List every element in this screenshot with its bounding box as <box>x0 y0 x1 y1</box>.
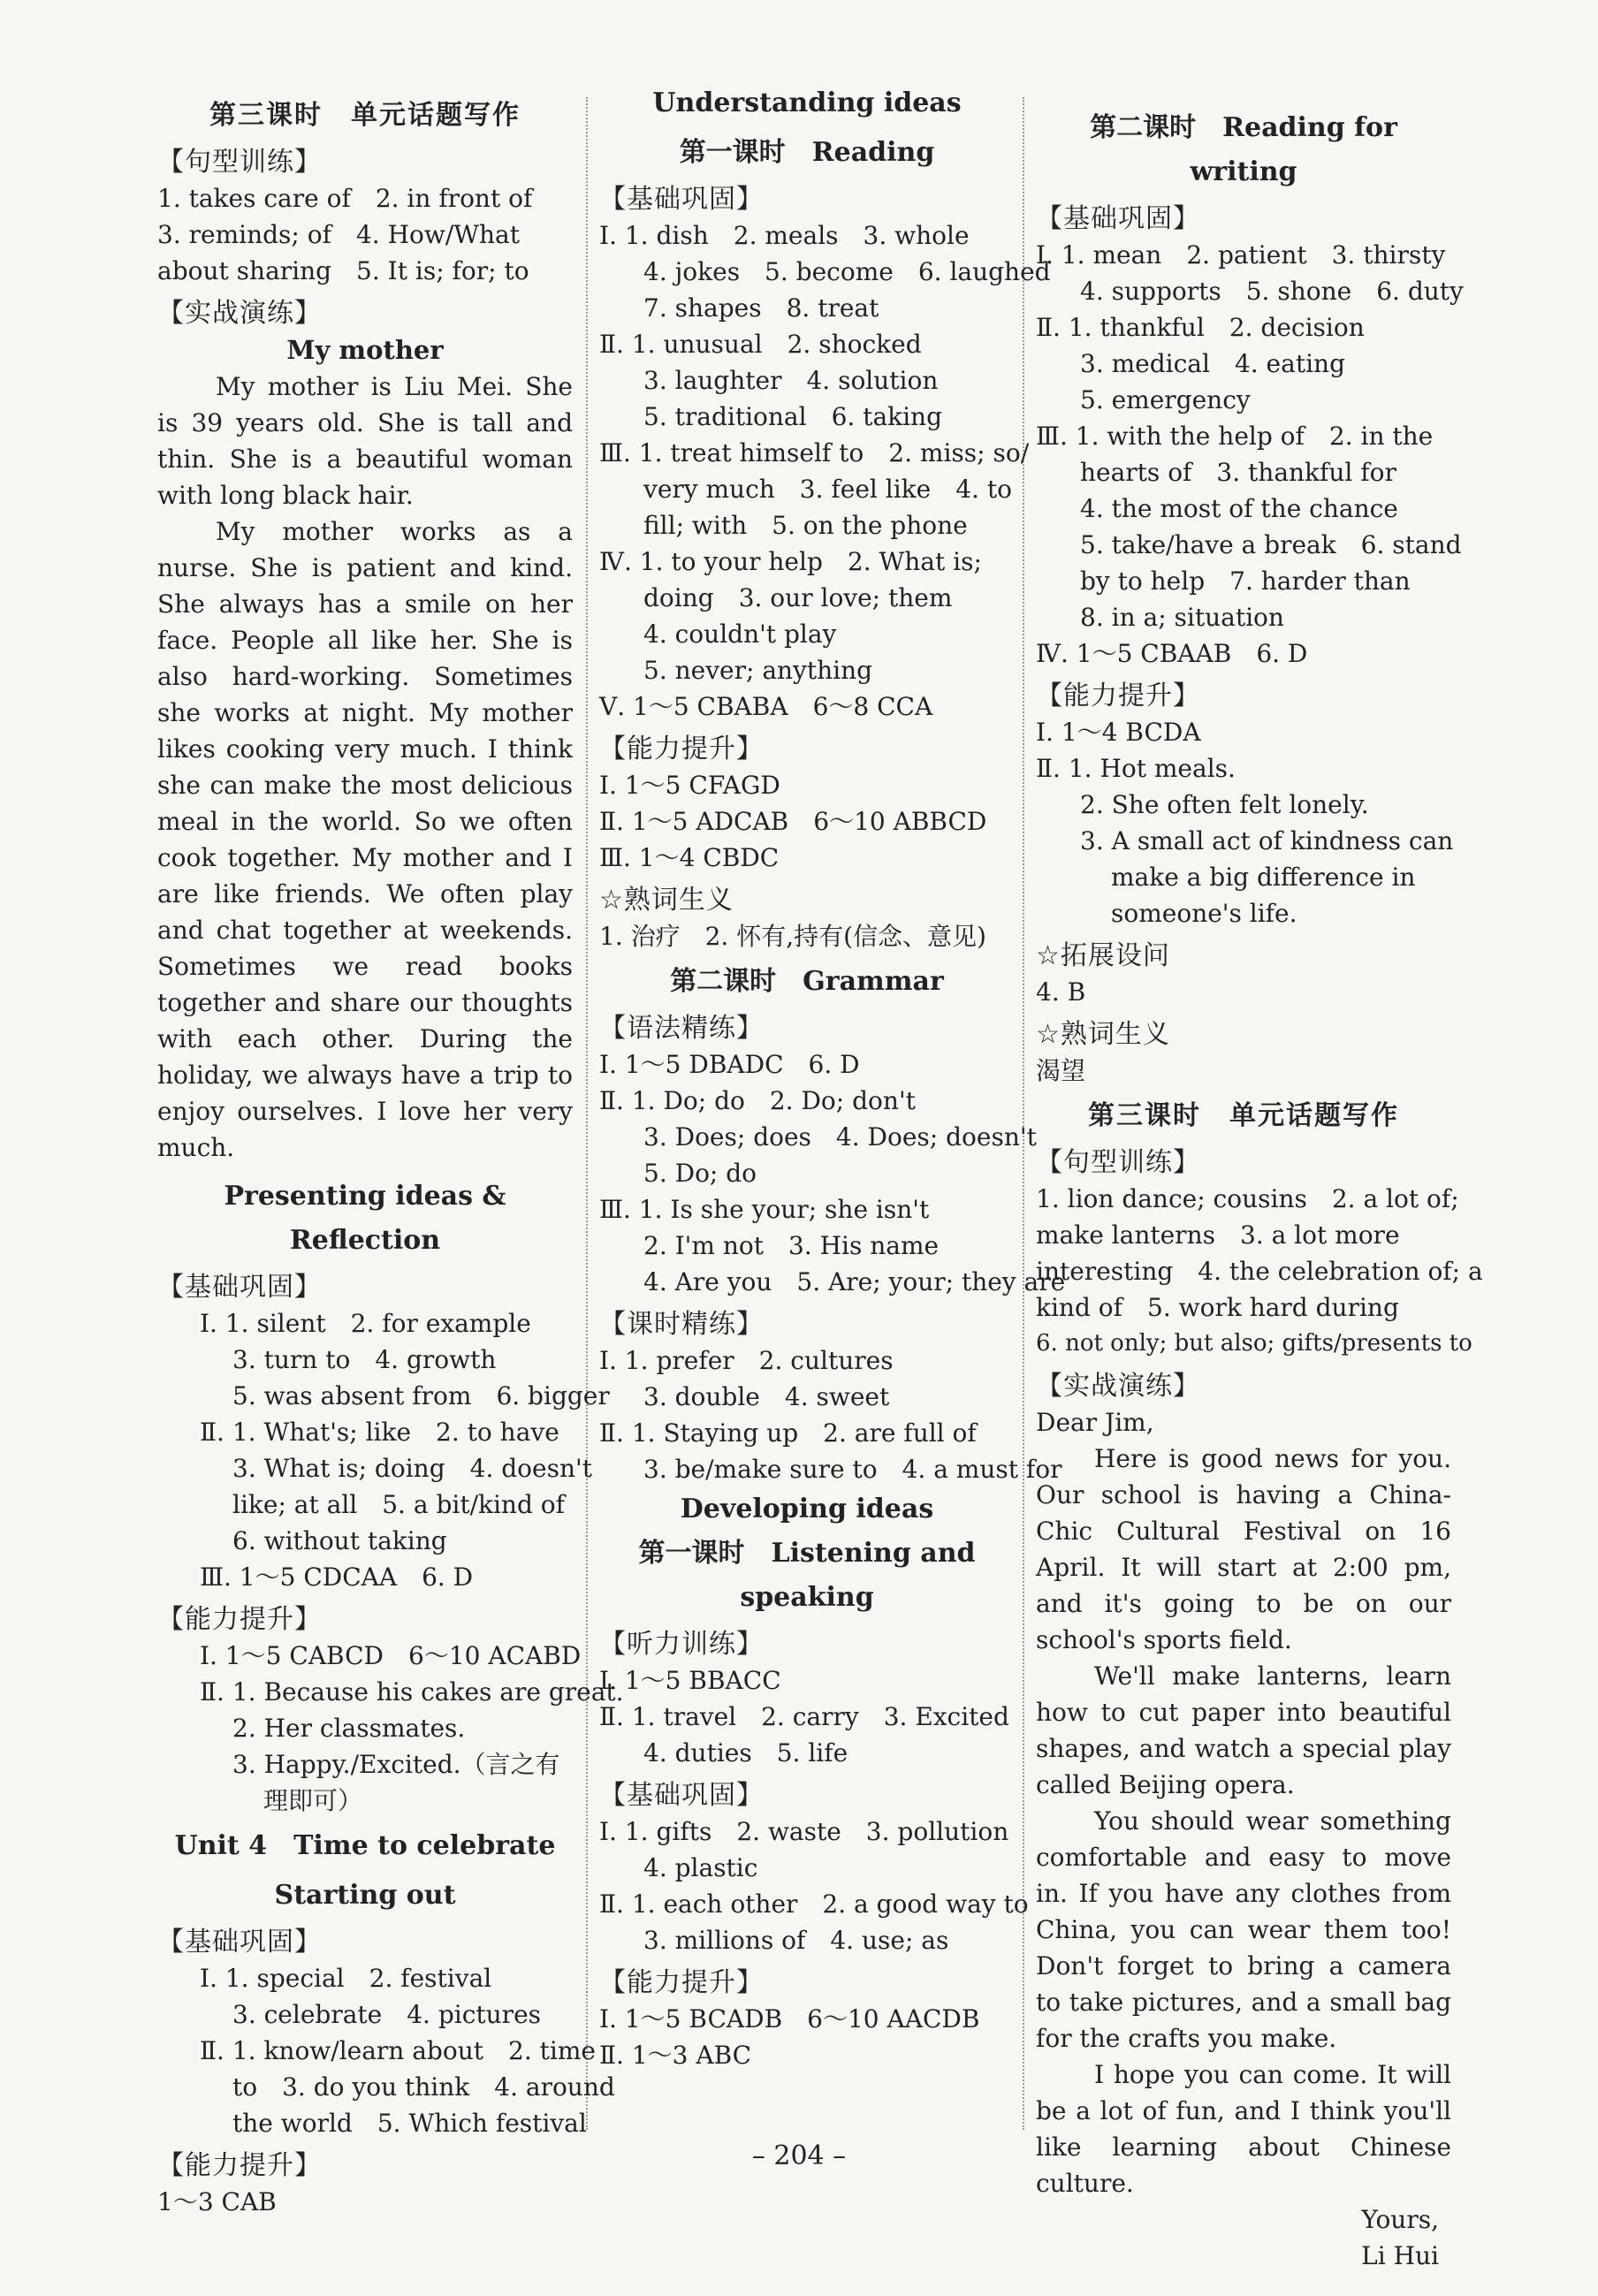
answer-line: Ⅰ. 1. mean 2. patient 3. thirsty <box>1036 240 1446 270</box>
answer-line: Ⅱ. 1. Do; do 2. Do; don't <box>599 1086 916 1115</box>
section-title: Presenting ideas & Reflection <box>224 1181 506 1256</box>
answer-line: Ⅰ. 1. silent 2. for example <box>200 1309 531 1338</box>
answer-line: 3. turn to 4. growth <box>232 1345 497 1374</box>
answer-line: doing 3. our love; them <box>643 583 953 612</box>
section-title: Starting out <box>274 1880 456 1911</box>
section-heading: 【基础巩固】 <box>599 184 764 215</box>
answer-line: Ⅰ. 1～4 BCDA <box>1036 718 1201 747</box>
essay-paragraph: My mother works as a nurse. She is patient and kind. She always has a smile on her face. People all like her. She is also hard-working. Sometimes she works at night. My mother likes cooking very much. I think she can make the most delicious meal in the world. So we often cook together. My mother and I are like friends. We often play and chat together at weekends. Sometimes we read books together and share our thoughts with each other. During the holiday, we always have a trip to enjoy ourselves. I love her very much. <box>157 517 573 1162</box>
letter-signature: Li Hui <box>1361 2241 1439 2270</box>
answer-line: 渴望 <box>1036 1056 1086 1085</box>
answer-line: 5. emergency <box>1080 385 1251 414</box>
section-title: 第二课时 Reading for writing <box>1090 112 1397 187</box>
answer-line: Ⅳ. 1～5 CBAAB 6. D <box>1036 639 1308 668</box>
answer-line: Ⅲ. 1. Is she your; she isn't <box>599 1195 930 1224</box>
letter-paragraph: I hope you can come. It will be a lot of fun, and I think you'll like learning about Chinese culture. <box>1036 2060 1451 2198</box>
answer-line: 3. celebrate 4. pictures <box>232 2000 542 2029</box>
section-heading: 【课时精练】 <box>599 1309 764 1340</box>
unit-title: Unit 4 Time to celebrate <box>174 1830 556 1861</box>
section-heading: 【基础巩固】 <box>157 1272 322 1303</box>
answer-line: 2. I'm not 3. His name <box>643 1231 940 1260</box>
answer-line: Ⅱ. 1. Because his cakes are great. <box>200 1677 624 1707</box>
main-title: Developing ideas <box>680 1494 934 1524</box>
section-heading: 【句型训练】 <box>157 147 322 178</box>
answer-line: interesting 4. the celebration of; a <box>1036 1257 1483 1286</box>
section-heading: ☆熟词生义 <box>599 885 734 916</box>
answer-line: 4. plastic <box>643 1853 758 1882</box>
letter-paragraph: We'll make lanterns, learn how to cut paper into beautiful shapes, and watch a special play called Beijing opera. <box>1036 1661 1451 1799</box>
answer-line: 1～3 CAB <box>157 2187 277 2216</box>
letter-paragraph: You should wear something comfortable and easy to move in. If you have any clothes from China, you can wear them too! Don't forget to bring a camera to take pictures, and a small bag for the crafts you make. <box>1036 1806 1451 2053</box>
section-heading: ☆拓展设问 <box>1036 940 1170 971</box>
letter-greeting: Dear Jim, <box>1036 1408 1154 1437</box>
answer-line: make lanterns 3. a lot more <box>1036 1220 1400 1250</box>
answer-line: 2. She often felt lonely. <box>1080 790 1369 819</box>
section-heading: 【基础巩固】 <box>1036 203 1200 234</box>
answer-line: Ⅱ. 1. unusual 2. shocked <box>599 330 922 359</box>
answer-line: 5. was absent from 6. bigger <box>232 1381 610 1410</box>
section-heading: 【能力提升】 <box>599 1967 764 1998</box>
section-heading: ☆熟词生义 <box>1036 1019 1170 1050</box>
answer-line: to 3. do you think 4. around <box>232 2072 615 2102</box>
answer-line: 3. double 4. sweet <box>643 1382 890 1411</box>
answer-line: Ⅲ. 1～4 CBDC <box>599 843 780 872</box>
answer-line: Ⅰ. 1. special 2. festival <box>200 1964 492 1993</box>
answer-line: 3. medical 4. eating <box>1080 349 1345 378</box>
answer-line: Ⅱ. 1～3 ABC <box>599 2041 752 2070</box>
letter-closing: Yours, <box>1361 2205 1439 2234</box>
column-divider-2 <box>1023 97 1024 2130</box>
answer-line: 1. takes care of 2. in front of <box>157 184 533 213</box>
section-heading: 【能力提升】 <box>599 734 764 764</box>
column-divider-1 <box>586 97 588 2130</box>
answer-line: someone's life. <box>1111 899 1297 928</box>
section-heading: 【基础巩固】 <box>157 1927 322 1958</box>
answer-line: 3. millions of 4. use; as <box>643 1926 949 1955</box>
answer-line: by to help 7. harder than <box>1080 566 1411 596</box>
answer-line: Ⅱ. 1. know/learn about 2. time <box>200 2036 596 2065</box>
answer-line: 3. Happy./Excited.（言之有 <box>232 1750 560 1779</box>
answer-line: 3. A small act of kindness can <box>1080 826 1454 855</box>
section-heading: 【能力提升】 <box>1036 680 1200 711</box>
letter-paragraph: Here is good news for you. Our school is having a China-Chic Cultural Festival on 16 April. It will start at 2:00 pm, and it's going to be on our school's sports field. <box>1036 1444 1451 1654</box>
answer-line: 4. jokes 5. become 6. laughed <box>643 257 1051 286</box>
section-title: 第三课时 单元话题写作 <box>1088 1100 1399 1131</box>
section-heading: 【能力提升】 <box>157 1604 322 1635</box>
essay-title: My mother <box>286 335 444 365</box>
answer-line: 4. Are you 5. Are; your; they are <box>643 1267 1066 1296</box>
answer-line: Ⅲ. 1. treat himself to 2. miss; so/ <box>599 438 1030 468</box>
answer-line: about sharing 5. It is; for; to <box>157 256 529 285</box>
answer-line: Ⅰ. 1. dish 2. meals 3. whole <box>599 221 970 250</box>
answer-line: Ⅱ. 1. Hot meals. <box>1036 754 1236 783</box>
answer-line: Ⅰ. 1～5 CABCD 6～10 ACABD <box>200 1641 582 1670</box>
main-title: Understanding ideas <box>652 87 962 118</box>
answer-line: 6. not only; but also; gifts/presents to <box>1036 1330 1472 1357</box>
answer-line: 5. traditional 6. taking <box>643 402 943 431</box>
answer-line: 3. reminds; of 4. How/What <box>157 220 521 249</box>
answer-line: like; at all 5. a bit/kind of <box>232 1490 566 1519</box>
answer-line: the world 5. Which festival <box>232 2109 587 2138</box>
answer-line: 2. Her classmates. <box>232 1714 466 1743</box>
answer-line: 5. never; anything <box>643 656 873 685</box>
answer-line: Ⅱ. 1～5 ADCAB 6～10 ABBCD <box>599 807 987 836</box>
answer-line: 1. 治疗 2. 怀有,持有(信念、意见) <box>599 922 986 951</box>
answer-line: Ⅳ. 1. to your help 2. What is; <box>599 547 982 576</box>
answer-line: Ⅰ. 1. prefer 2. cultures <box>599 1346 894 1375</box>
answer-line: Ⅱ. 1. travel 2. carry 3. Excited <box>599 1702 1009 1731</box>
section-heading: 【能力提升】 <box>157 2150 322 2181</box>
answer-line: 4. duties 5. life <box>643 1738 848 1768</box>
answer-line: Ⅰ. 1～5 DBADC 6. D <box>599 1050 860 1079</box>
answer-line: Ⅰ. 1～5 CFAGD <box>599 771 780 800</box>
answer-line: Ⅱ. 1. Staying up 2. are full of <box>599 1418 977 1448</box>
answer-line: 4. B <box>1036 977 1086 1007</box>
answer-line: 8. in a; situation <box>1080 603 1284 632</box>
answer-line: 5. take/have a break 6. stand <box>1080 530 1462 559</box>
answer-line: 4. couldn't play <box>643 620 837 649</box>
answer-line: 7. shapes 8. treat <box>643 293 879 323</box>
answer-line: 4. the most of the chance <box>1080 494 1398 523</box>
answer-line: 3. Does; does 4. Does; doesn't <box>643 1122 1037 1152</box>
answer-line: very much 3. feel like 4. to <box>643 475 1012 504</box>
answer-line: 6. without taking <box>232 1526 447 1555</box>
answer-line: Ⅱ. 1. each other 2. a good way to <box>599 1889 1029 1919</box>
section-heading: 【实战演练】 <box>157 298 322 329</box>
answer-line: Ⅲ. 1. with the help of 2. in the <box>1036 422 1434 451</box>
answer-line: 理即可） <box>263 1786 363 1815</box>
section-title: 第一课时 Listening and speaking <box>638 1538 976 1613</box>
section-heading: 【句型训练】 <box>1036 1147 1200 1178</box>
section-title: 第三课时 单元话题写作 <box>209 100 521 131</box>
column-1 <box>157 88 624 2220</box>
answer-line: hearts of 3. thankful for <box>1080 458 1396 487</box>
answer-line: kind of 5. work hard during <box>1036 1293 1399 1322</box>
answer-line: Ⅱ. 1. thankful 2. decision <box>1036 313 1365 342</box>
answer-line: 3. be/make sure to 4. a must for <box>643 1455 1062 1484</box>
answer-line: fill; with 5. on the phone <box>643 511 968 540</box>
answer-line: 1. lion dance; cousins 2. a lot of; <box>1036 1184 1459 1213</box>
essay-paragraph: My mother is Liu Mei. She is 39 years old. She is tall and thin. She is a beautiful woman with long black hair. <box>157 372 573 510</box>
answer-line: 5. Do; do <box>643 1159 757 1188</box>
section-heading: 【听力训练】 <box>599 1629 764 1660</box>
answer-line: Ⅲ. 1～5 CDCAA 6. D <box>200 1562 474 1592</box>
answer-line: 3. laughter 4. solution <box>643 366 939 395</box>
answer-line: make a big difference in <box>1111 863 1416 892</box>
section-title: 第一课时 Reading <box>679 137 935 168</box>
column-3 <box>1036 106 1483 2274</box>
section-heading: 【语法精练】 <box>599 1013 764 1044</box>
answer-line: Ⅱ. 1. What's; like 2. to have <box>200 1418 559 1447</box>
answer-line: Ⅴ. 1～5 CBABA 6～8 CCA <box>599 692 933 721</box>
page-number: – 204 – <box>751 2140 847 2171</box>
answer-line: 4. supports 5. shone 6. duty <box>1080 277 1464 306</box>
answer-line: Ⅰ. 1. gifts 2. waste 3. pollution <box>599 1817 1009 1846</box>
answer-line: Ⅰ. 1～5 BBACC <box>599 1666 781 1695</box>
answer-line: Ⅰ. 1～5 BCADB 6～10 AACDB <box>599 2004 980 2034</box>
section-heading: 【实战演练】 <box>1036 1371 1200 1402</box>
section-heading: 【基础巩固】 <box>599 1780 764 1811</box>
answer-line: 3. What is; doing 4. doesn't <box>232 1454 592 1483</box>
section-title: 第二课时 Grammar <box>670 966 944 997</box>
